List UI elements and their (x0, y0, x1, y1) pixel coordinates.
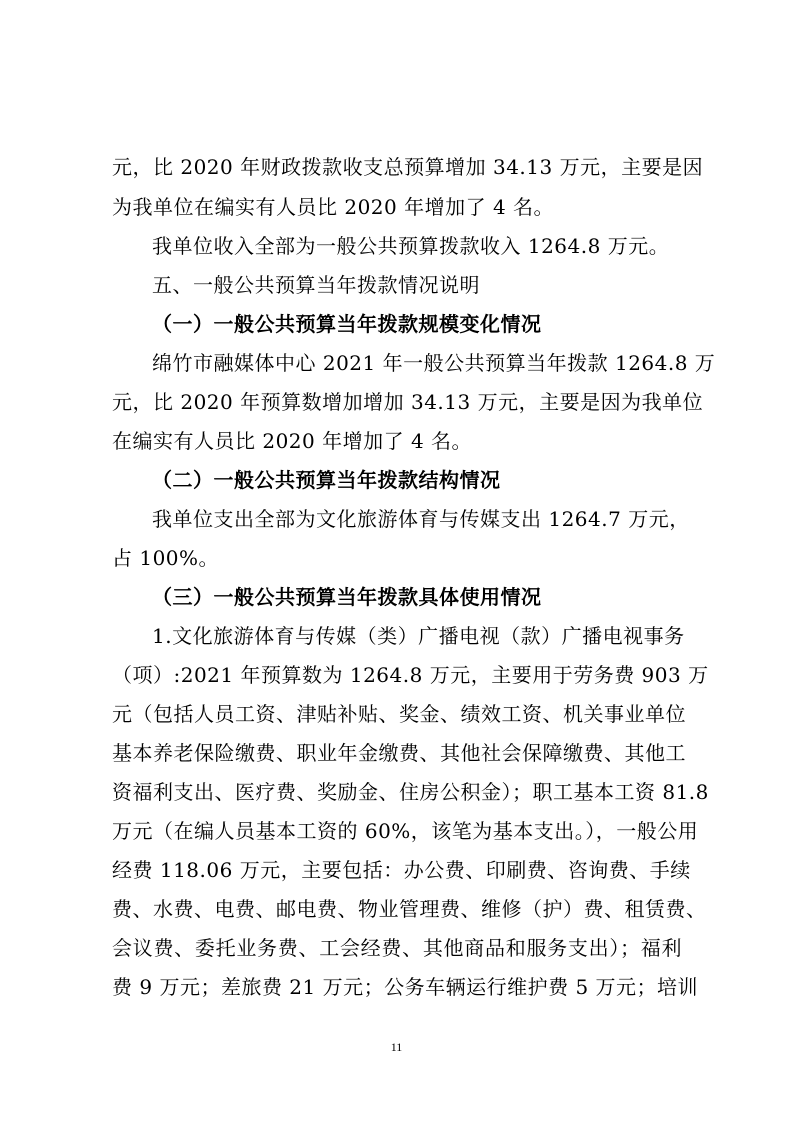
paragraph-line-11: 占 100%。 (112, 546, 220, 570)
subheading-3: （三）一般公共预算当年拨款具体使用情况 (152, 585, 542, 609)
paragraph-line-7: 元，比 2020 年预算数增加增加 34.13 万元，主要是因为我单位 (112, 390, 704, 414)
subheading-1: （一）一般公共预算当年拨款规模变化情况 (152, 312, 542, 336)
paragraph-line-15: 元（包括人员工资、津贴补贴、奖金、绩效工资、机关事业单位 (112, 702, 686, 726)
paragraph-line-2: 为我单位在编实有人员比 2020 年增加了 4 名。 (112, 195, 555, 219)
paragraph-line-10: 我单位支出全部为文化旅游体育与传媒支出 1264.7 万元， (152, 507, 690, 531)
subheading-2: （二）一般公共预算当年拨款结构情况 (152, 468, 501, 492)
paragraph-line-20: 费、水费、电费、邮电费、物业管理费、维修（护）费、租赁费、 (112, 897, 707, 921)
paragraph-line-8: 在编实有人员比 2020 年增加了 4 名。 (112, 429, 473, 453)
paragraph-line-21: 会议费、委托业务费、工会经费、其他商品和服务支出）；福利 (112, 936, 682, 960)
paragraph-line-1: 元，比 2020 年财政拨款收支总预算增加 34.13 万元，主要是因 (112, 155, 704, 179)
paragraph-line-17: 资福利支出、医疗费、奖励金、住房公积金）；职工基本工资 81.8 (112, 780, 709, 804)
paragraph-line-3: 我单位收入全部为一般公共预算拨款收入 1264.8 万元。 (152, 234, 670, 258)
paragraph-line-16: 基本养老保险缴费、职业年金缴费、其他社会保障缴费、其他工 (112, 741, 686, 765)
paragraph-line-6: 绵竹市融媒体中心 2021 年一般公共预算当年拨款 1264.8 万 (152, 351, 716, 375)
paragraph-line-18: 万元（在编人员基本工资的 60%，该笔为基本支出。），一般公用 (112, 819, 699, 843)
paragraph-line-19: 经费 118.06 万元，主要包括：办公费、印刷费、咨询费、手续 (112, 858, 691, 882)
section-heading-5: 五、一般公共预算当年拨款情况说明 (152, 273, 480, 297)
paragraph-line-14: （项）:2021 年预算数为 1264.8 万元，主要用于劳务费 903 万 (112, 663, 709, 687)
paragraph-line-22: 费 9 万元；差旅费 21 万元；公务车辆运行维护费 5 万元；培训 (112, 975, 699, 999)
paragraph-line-13: 1.文化旅游体育与传媒（类）广播电视（款）广播电视事务 (152, 624, 685, 648)
page-number: 11 (390, 1040, 403, 1054)
